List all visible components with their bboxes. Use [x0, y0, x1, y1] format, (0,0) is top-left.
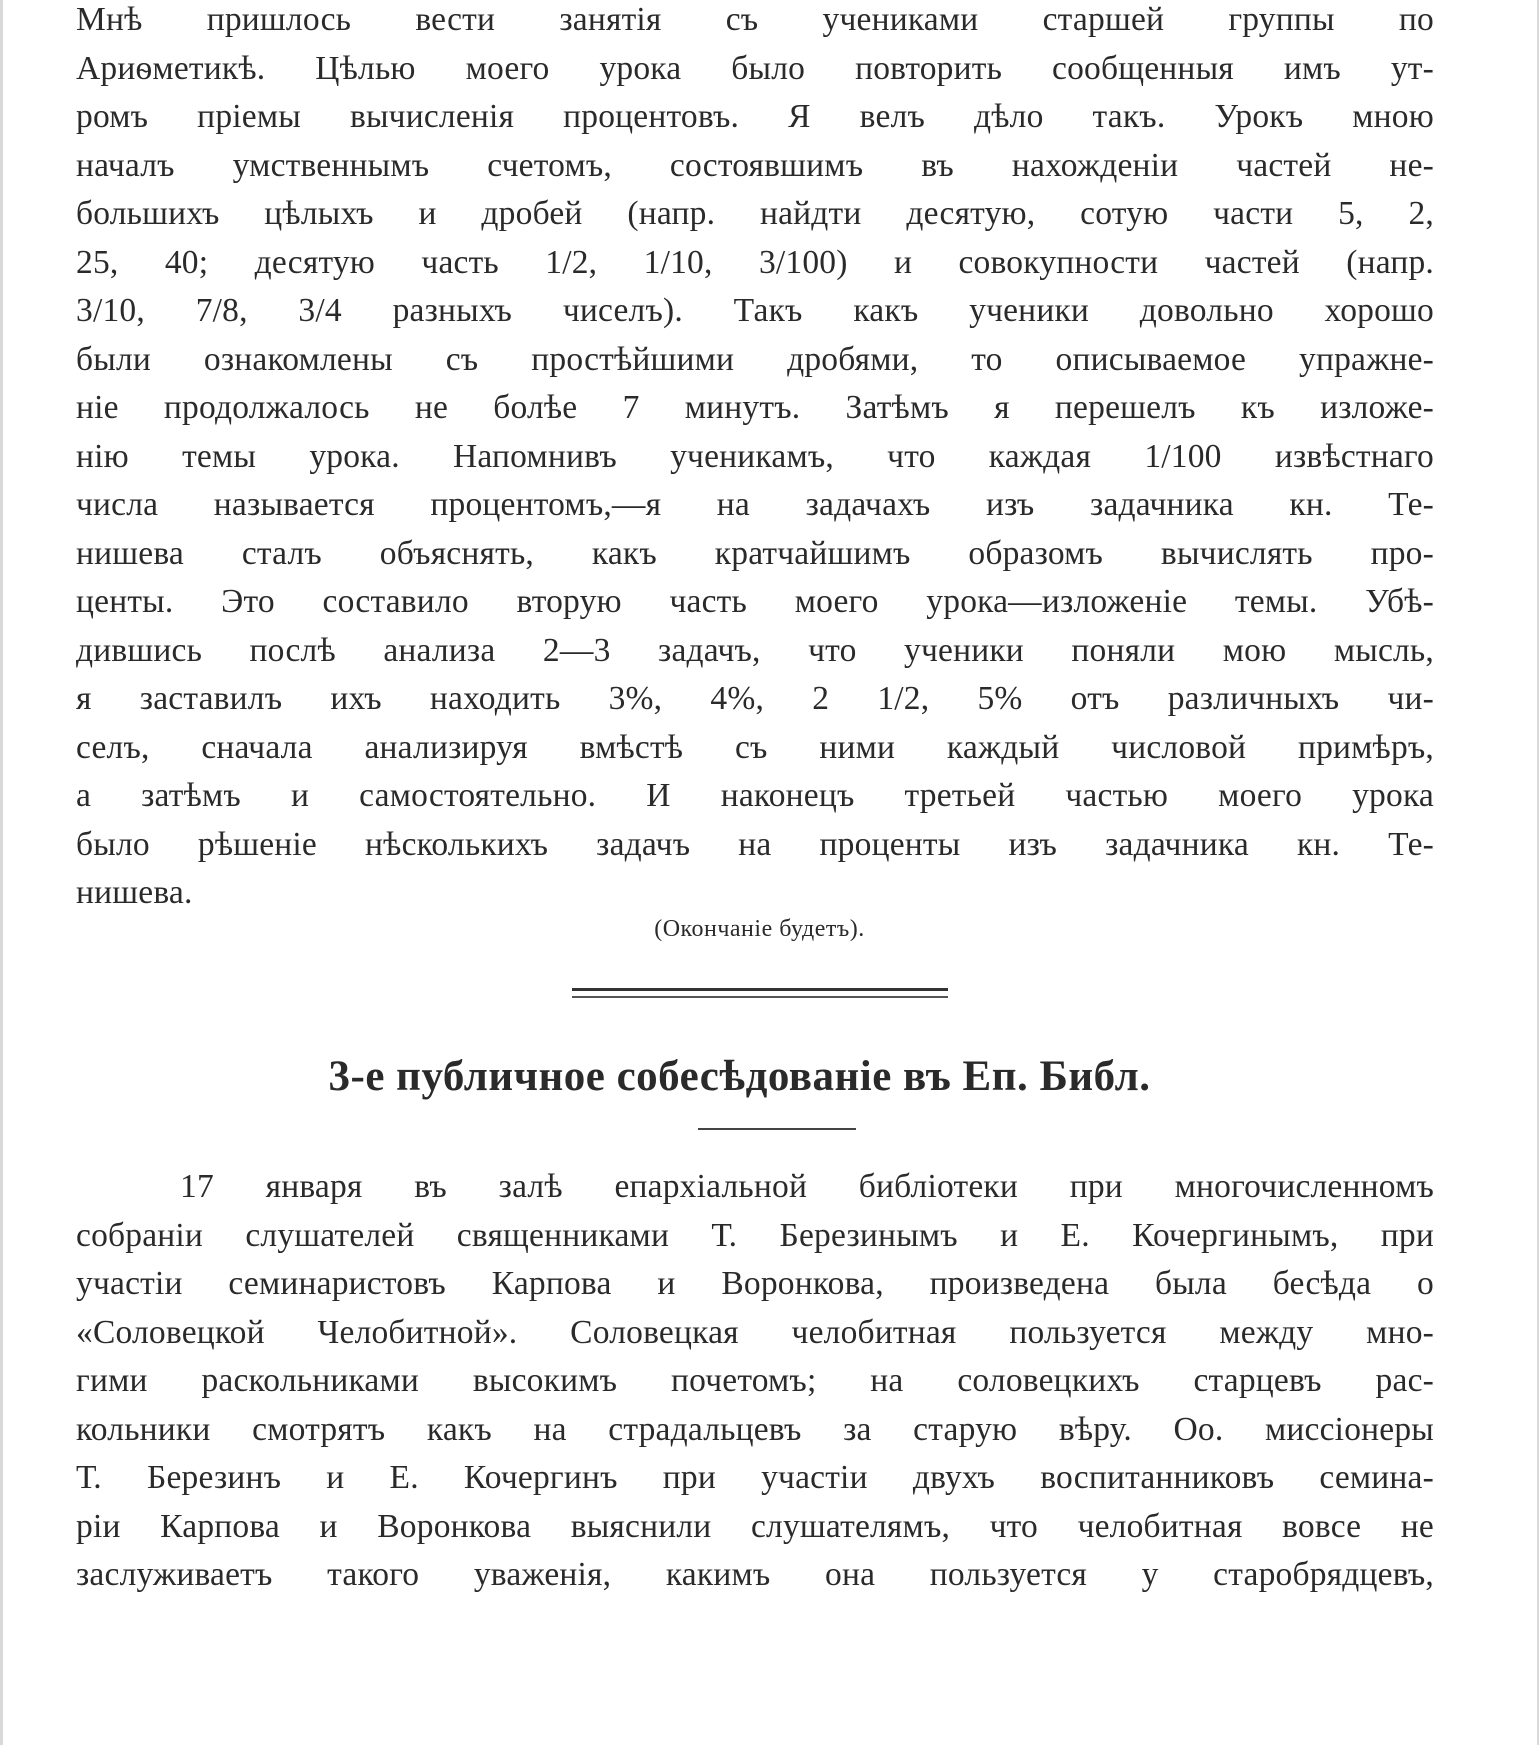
heading-underline — [698, 1128, 856, 1130]
continuation-note: (Окончаніе будетъ). — [654, 916, 865, 942]
text-line: началъ умственнымъ счетомъ, состоявшимъ въ нахожденіи частей не- — [76, 146, 1434, 184]
text-line: ріи Карпова и Воронкова выяснили слушателямъ, что челобитная вовсе не — [76, 1507, 1434, 1545]
text-line: кольники смотрятъ какъ на страдальцевъ за старую вѣру. Оо. миссіонеры — [76, 1410, 1434, 1448]
text-line: Мнѣ пришлось вести занятія съ учениками старшей группы по — [76, 1, 1434, 38]
text-line: числа называется процентомъ,—я на задачахъ изъ задачника кн. Те- — [76, 486, 1434, 523]
text-line: ромъ пріемы вычисленія процентовъ. Я велъ дѣло такъ. Урокъ мною — [76, 98, 1434, 135]
text-line: заслуживаетъ такого уваженія, какимъ она пользуется у старобрядцевъ, — [76, 1556, 1434, 1593]
text-line: нишева сталъ объяснять, какъ кратчайшимъ образомъ вычислять про- — [76, 534, 1434, 572]
text-line: центы. Это составило вторую часть моего урока—изложеніе темы. Убѣ- — [76, 583, 1434, 620]
text-line: участіи семинаристовъ Карпова и Воронкова, произведена была бесѣда о — [76, 1265, 1434, 1302]
text-line: 17 января въ залѣ епархіальной библіотеки при многочисленномъ — [180, 1168, 1434, 1205]
text-line: гими раскольниками высокимъ почетомъ; на соловецкихъ старцевъ рас- — [76, 1362, 1434, 1399]
text-line: дившись послѣ анализа 2—3 задачъ, что ученики поняли мою мысль, — [76, 631, 1434, 669]
section-divider-double — [572, 988, 948, 998]
article-text-part2 — [76, 1163, 1434, 1600]
text-line: я заставилъ ихъ находить 3%, 4%, 2 1/2, 5% отъ различныхъ чи- — [76, 680, 1434, 717]
text-line: 3/10, 7/8, 3/4 разныхъ чиселъ). Такъ какъ ученики довольно хорошо — [76, 292, 1434, 329]
text-line: нишева. — [76, 874, 193, 911]
text-line: были ознакомлены съ простѣйшими дробями, то описываемое упражне- — [76, 340, 1434, 378]
section-heading: 3-е публичное собесѣдованіе въ Еп. Библ. — [328, 1053, 1151, 1100]
text-line: большихъ цѣлыхъ и дробей (напр. найдти десятую, сотую части 5, 2, — [76, 195, 1434, 232]
text-line: Т. Березинъ и Е. Кочергинъ при участіи двухъ воспитанниковъ семина- — [76, 1459, 1434, 1496]
text-line: было рѣшеніе нѣсколькихъ задачъ на проценты изъ задачника кн. Те- — [76, 825, 1434, 863]
text-line: Ариѳметикѣ. Цѣлью моего урока было повторить сообщенныя имъ ут- — [76, 49, 1434, 87]
text-line: ніе продолжалось не болѣе 7 минутъ. Затѣмъ я перешелъ къ изложе- — [76, 389, 1434, 426]
text-line: «Соловецкой Челобитной». Соловецкая челобитная пользуется между мно- — [76, 1313, 1434, 1351]
page-left-edge — [0, 0, 3, 1745]
text-line: нію темы урока. Напомнивъ ученикамъ, что каждая 1/100 извѣстнаго — [76, 437, 1434, 475]
text-line: селъ, сначала анализируя вмѣстѣ съ ними каждый числовой примѣръ, — [76, 728, 1434, 766]
text-line: а затѣмъ и самостоятельно. И наконецъ третьей частью моего урока — [76, 777, 1434, 814]
text-line: собраніи слушателей священниками Т. Березинымъ и Е. Кочергинымъ, при — [76, 1216, 1434, 1254]
text-line: 25, 40; десятую часть 1/2, 1/10, 3/100) и совокупности частей (напр. — [76, 243, 1434, 281]
article-text-part1 — [76, 0, 1434, 918]
